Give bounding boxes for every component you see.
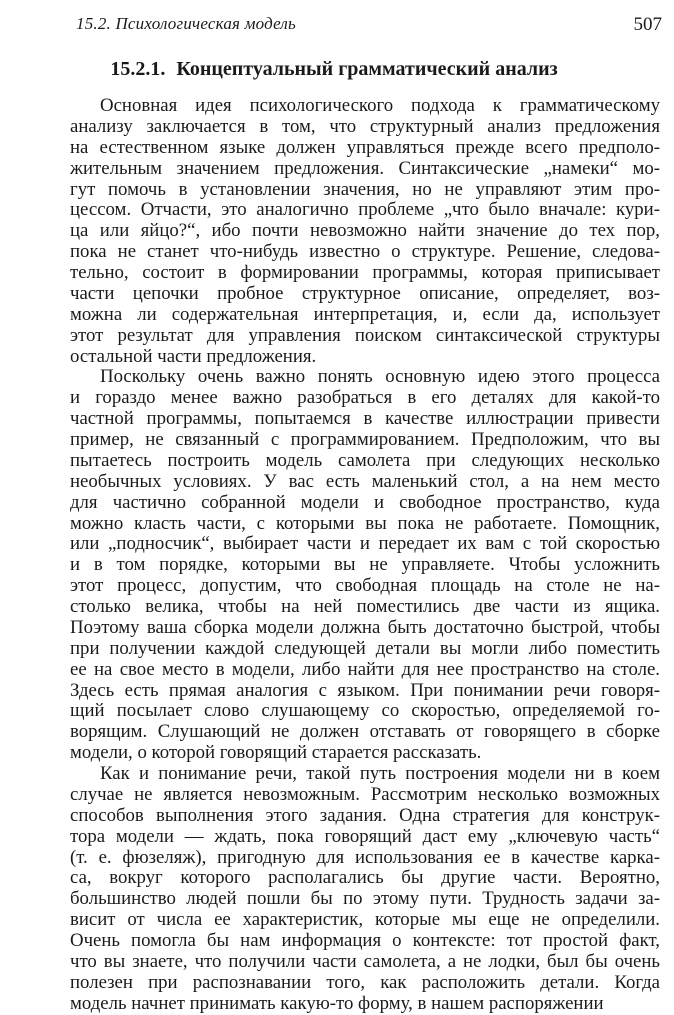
section-number: 15.2.1. xyxy=(110,58,166,80)
text-line: остальной части предложения. xyxy=(70,345,317,367)
text-line: гут помочь в установлении значения, но не управляют этим про- xyxy=(70,178,660,200)
text-line: части цепочки пробное структурное описание, определяет, воз- xyxy=(70,282,660,304)
paragraph xyxy=(70,764,660,1015)
text-line: этот процесс, допустим, что свободная площадь на столе не на- xyxy=(70,575,660,597)
running-head: 15.2. Психологическая модель xyxy=(76,14,296,33)
page-number: 507 xyxy=(633,14,662,35)
text-line: и в том порядке, которыми вы не управляете. Чтобы усложнить xyxy=(70,554,660,576)
text-line: ца или яйцо?“, ибо почти невозможно найти значение до тех пор, xyxy=(70,220,660,242)
text-line: необычных условиях. У вас есть маленький стол, а на нем место xyxy=(70,470,660,492)
text-line: для частично собранной модели и свободное пространство, куда xyxy=(70,491,660,513)
text-line: столько велика, чтобы на ней поместились две части из ящика. xyxy=(70,596,660,617)
text-line: пример, не связанный с программированием. Предположим, что вы xyxy=(70,429,660,450)
text-line: модели, о которой говорящий старается рассказать. xyxy=(70,742,482,764)
body-text xyxy=(70,96,660,1015)
paragraph xyxy=(70,96,660,367)
text-line: Поскольку очень важно понять основную идею этого процесса xyxy=(100,366,660,388)
text-line: можно класть части, с которыми вы пока не работаете. Помощник, xyxy=(70,512,660,534)
text-line: анализу заключается в том, что структурный анализ предложения xyxy=(70,115,660,137)
text-line: Очень помогла бы нам информация о контексте: тот простой факт, xyxy=(70,930,660,951)
text-line: ее на свое место в модели, либо найти для нее пространство на столе. xyxy=(70,658,660,680)
text-line: частной программы, попытаемся в качестве иллюстрации привести xyxy=(70,408,660,430)
paragraph xyxy=(70,367,660,764)
text-line: цессом. Отчасти, это аналогично проблеме „что было вначале: кури- xyxy=(70,199,660,221)
section-title-text: Концептуальный грамматический анализ xyxy=(176,58,558,80)
text-line: Основная идея психологического подхода к грамматическому xyxy=(100,95,660,116)
text-line: при получении каждой следующей детали вы могли либо поместить xyxy=(70,637,660,659)
text-line: или „подносчик“, выбирает части и передает их вам с той скоростью xyxy=(70,533,660,555)
text-line: висит от числа ее характеристик, которые мы еще не определили. xyxy=(70,909,660,931)
section-heading xyxy=(0,58,674,81)
text-line: тельно, состоит в формировании программы, которая приписывает xyxy=(70,262,660,283)
text-line: случае не является невозможным. Рассмотрим несколько возможных xyxy=(70,783,660,805)
text-line: можна ли содержательная интерпретация, и, если да, использует xyxy=(70,303,660,325)
text-line: полезен при распознавании того, как расположить детали. Когда xyxy=(70,971,660,993)
text-line: большинство людей пошли бы по этому пути. Трудность задачи за- xyxy=(70,888,660,910)
text-line: щий посылает слово слушающему со скоростью, определяемой го- xyxy=(70,700,660,722)
text-line: ворящим. Слушающий не должен отставать от говорящего в сборке xyxy=(70,721,660,743)
text-line: жительным значением предложения. Синтаксические „намеки“ мо- xyxy=(70,157,660,179)
text-line: Как и понимание речи, такой путь построения модели ни в коем xyxy=(100,763,660,784)
text-line: что вы знаете, что получили части самолета, а не лодки, был бы очень xyxy=(70,950,660,972)
text-line: и гораздо менее важно разобраться в его деталях для какой-то xyxy=(70,387,660,409)
text-line: на естественном языке должен управляться прежде всего предполо- xyxy=(70,136,660,158)
text-line: этот результат для управления поиском синтаксической структуры xyxy=(70,324,660,346)
text-line: пытаетесь построить модель самолета при следующих несколько xyxy=(70,449,660,471)
text-line: са, вокруг которого располагались бы другие части. Вероятно, xyxy=(70,867,660,889)
text-line: Здесь есть прямая аналогия с языком. При понимании речи говоря- xyxy=(70,679,660,701)
text-line: пока не станет что-нибудь известно о структуре. Решение, следова- xyxy=(70,241,660,263)
text-line: модель начнет принимать какую-то форму, в нашем распоряжении xyxy=(70,992,604,1014)
text-line: тора модели — ждать, пока говорящий даст ему „ключевую часть“ xyxy=(70,825,660,847)
text-line: (т. е. фюзеляж), пригодную для использования ее в качестве карка- xyxy=(70,846,660,868)
text-line: Поэтому ваша сборка модели должна быть достаточно быстрой, чтобы xyxy=(70,616,660,638)
text-line: способов выполнения этого задания. Одна стратегия для конструк- xyxy=(70,804,660,826)
